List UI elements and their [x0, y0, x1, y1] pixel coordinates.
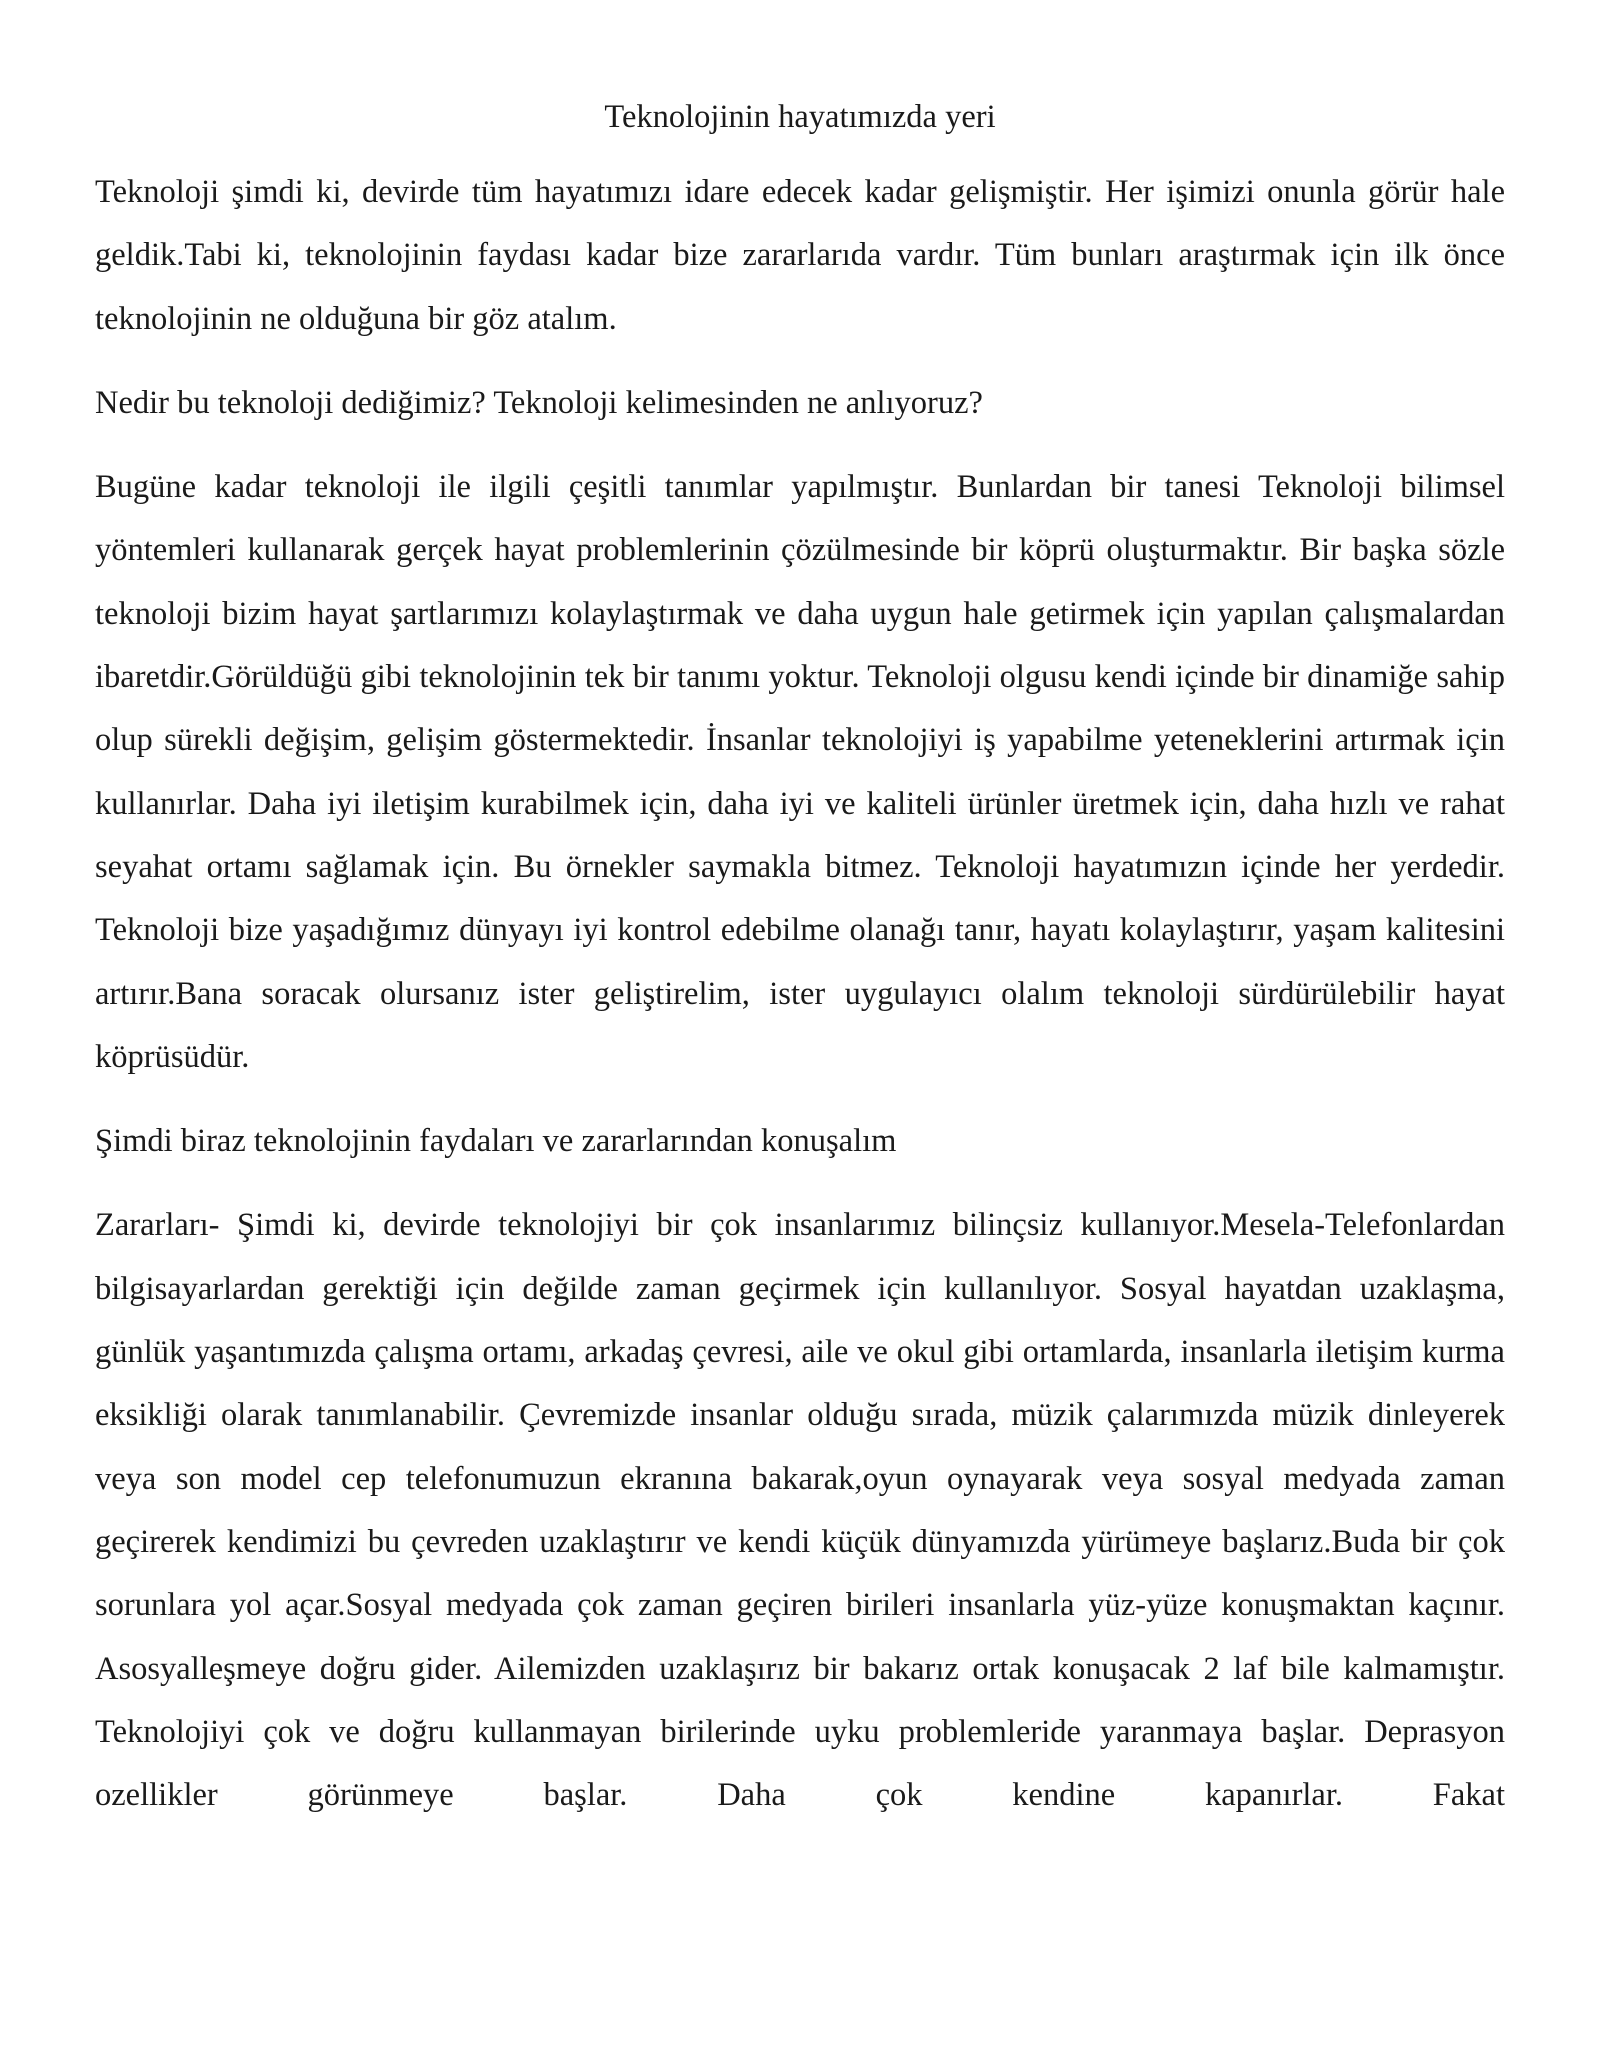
paragraph-transition: Şimdi biraz teknolojinin faydaları ve zararlarından konuşalım — [95, 1123, 897, 1160]
paragraph-definitions: Bugüne kadar teknoloji ile ilgili çeşitli tanımlar yapılmıştır. Bunlardan bir tanesi Teknoloji bilimsel yöntemleri kullanarak gerçek hayat problemlerinin çözülmesinde bir köprü oluşturmaktır. Bir başka sözle teknoloji bizim hayat şartlarımızı kolaylaştırmak ve daha uygun hale getirmek için yapılan çalışmalardan ibaretdir.Görüldüğü gibi teknolojinin tek bir tanımı yoktur. Teknoloji olgusu kendi içinde bir dinamiğe sahip olup sürekli değişim, gelişim göstermektedir. İnsanlar teknolojiyi iş yapabilme yeteneklerini artırmak için kullanırlar. Daha iyi iletişim kurabilmek için, daha iyi ve kaliteli ürünler üretmek için, daha hızlı ve rahat seyahat ortamı sağlamak için. Bu örnekler saymakla bitmez. Teknoloji hayatımızın içinde her yerdedir. Teknoloji bize yaşadığımız dünyayı iyi kontrol edebilme olanağı tanır, hayatı kolaylaştırır, yaşam kalitesini artırır.Bana soracak olursanız ister geliştirelim, ister uygulayıcı olalım teknoloji sürdürülebilir hayat köprüsüdür. — [95, 469, 1505, 1075]
paragraph-question: Nedir bu teknoloji dediğimiz? Teknoloji kelimesinden ne anlıyoruz? — [95, 384, 983, 421]
document-title: Teknolojinin hayatımızda yeri — [604, 99, 996, 135]
document-page — [95, 90, 1505, 1848]
paragraph-harms: Zararları- Şimdi ki, devirde teknolojiyi bir çok insanlarımız bilinçsiz kullanıyor.Mesela-Telefonlardan bilgisayarlardan gerektiği için değilde zaman geçirmek için kullanılıyor. Sosyal hayatdan uzaklaşma, günlük yaşantımızda çalışma ortamı, arkadaş çevresi, aile ve okul gibi ortamlarda, insanlarla iletişim kurma eksikliği olarak tanımlanabilir. Çevremizde insanlar olduğu sırada, müzik çalarımızda müzik dinleyerek veya son model cep telefonumuzun ekranına bakarak,oyun oynayarak veya sosyal medyada zaman geçirerek kendimizi bu çevreden uzaklaştırır ve kendi küçük dünyamızda yürümeye başlarız.Buda bir çok sorunlara yol açar.Sosyal medyada çok zaman geçiren birileri insanlarla yüz-yüze konuşmaktan kaçınır. Asosyalleşmeye doğru gider. Ailemizden uzaklaşırız bir bakarız ortak konuşacak 2 laf bile kalmamıştır. Teknolojiyi çok ve doğru kullanmayan birilerinde uyku problemleride yaranmaya başlar. Deprasyon ozellikler görünmeye başlar. Daha çok kendine kapanırlar. Fakat — [95, 1207, 1505, 1814]
paragraph-intro: Teknoloji şimdi ki, devirde tüm hayatımızı idare edecek kadar gelişmiştir. Her işimizi onunla görür hale geldik.Tabi ki, teknolojinin faydası kadar bize zararlarıda vardır. Tüm bunları araştırmak için ilk önce teknolojinin ne olduğuna bir göz atalım. — [95, 174, 1505, 337]
